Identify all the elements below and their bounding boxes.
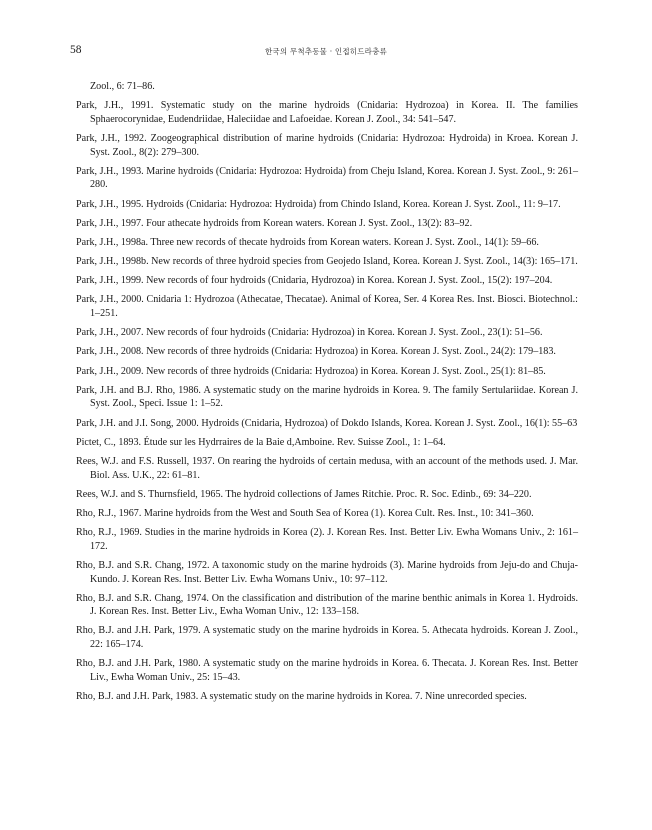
reference-entry: Rho, B.J. and S.R. Chang, 1974. On the classification and distribution of the marine benthic animals in Korea 1. Hydroids. J. Korean Res. Inst. Better Liv., Ewha Woman Univ., 12: 133–158. [76,592,578,618]
reference-entry: Rees, W.J. and F.S. Russell, 1937. On rearing the hydroids of certain medusa, with an account of the methods used. J. Mar. Biol. Ass. U.K., 22: 61–81. [76,455,578,481]
reference-entry: Park, J.H., 2007. New records of four hydroids (Cnidaria: Hydrozoa) in Korea. Korean J. Syst. Zool., 23(1): 51–56. [76,327,543,339]
reference-entry: Park, J.H., 1993. Marine hydroids (Cnidaria: Hydrozoa: Hydroida) from Cheju Island, Korea. Korean J. Syst. Zool., 9: 261–280. [76,165,578,191]
reference-entry: Park, J.H., 2009. New records of three hydroids (Cnidaria: Hydrozoa) in Korea. Korean J. Syst. Zool., 25(1): 81–85. [76,365,546,377]
reference-entry: Pictet, C., 1893. Étude sur les Hydrraires de la Baie d,Amboine. Rev. Suisse Zool., 1: 1–64. [76,436,446,448]
reference-entry: Park, J.H., 1998b. New records of three hydroid species from Geojedo Island, Korea. Korean J. Syst. Zool., 14(3): 165–171. [76,256,578,268]
reference-entry: Park, J.H., 1991. Systematic study on the marine hydroids (Cnidaria: Hydrozoa) in Korea. II. The families Sphaerocorynidae, Eudendriidae, Haleciidae and Lafoeidae. Korean J. Zool., 34: 541–547. [76,100,578,125]
reference-entry: Rho, R.J., 1969. Studies in the marine hydroids in Korea (2). J. Korean Res. Inst. Better Liv. Ewha Womans Univ., 2: 161–172. [76,527,578,552]
reference-list [76,80,578,709]
reference-entry: Park, J.H., 1995. Hydroids (Cnidaria: Hydrozoa: Hydroida) from Chindo Island, Korea. Korean J. Syst. Zool., 11: 9–17. [76,198,561,210]
reference-entry: Park, J.H. and J.I. Song, 2000. Hydroids (Cnidaria, Hydrozoa) of Dokdo Islands, Korea. Korean J. Syst. Zool., 16(1): 55–63 [76,417,578,429]
reference-entry: Rho, B.J. and J.H. Park, 1983. A systematic study on the marine hydroids in Korea. 7. Nine unrecorded species. [76,691,527,703]
reference-entry: Zool., 6: 71–86. [90,81,155,92]
reference-entry: Park, J.H., 2008. New records of three hydroids (Cnidaria: Hydrozoa) in Korea. Korean J. Syst. Zool., 24(2): 179–183. [76,346,556,358]
reference-entry: Rho, B.J. and J.H. Park, 1979. A systematic study on the marine hydroids in Korea. 5. Athecata hydroids. Korean J. Zool., 22: 165–174. [76,625,578,651]
running-head: 한국의 무척추동물 · 인접히드라충류 [264,47,387,56]
reference-entry: Park, J.H., 1997. Four athecate hydroids from Korean waters. Korean J. Syst. Zool., 13(2): 83–92. [76,217,473,229]
page-number: 58 [70,44,82,56]
reference-entry: Park, J.H., 1998a. Three new records of thecate hydroids from Korean waters. Korean J. Syst. Zool., 14(1): 59–66. [76,236,539,248]
reference-entry: Park, J.H. and B.J. Rho, 1986. A systematic study on the marine hydroids in Korea. 9. The family Sertulariidae. Korean J. Syst. Zool., Speci. Issue 1: 1–52. [76,384,578,410]
reference-entry: Park, J.H., 1992. Zoogeographical distribution of marine hydroids (Cnidaria: Hydrozoa: Hydroida) in Kroea. Korean J. Syst. Zool., 8(2): 279–300. [76,132,578,158]
reference-entry: Rees, W.J. and S. Thurnsfield, 1965. The hydroid collections of James Ritchie. Proc. R. Soc. Edinb., 69: 34–220. [76,488,532,500]
reference-entry: Rho, B.J. and S.R. Chang, 1972. A taxonomic study on the marine hydroids (3). Marine hydroids from Jeju-do and Chuja-Kundo. J. Korean Res. Inst. Better Liv. Ewha Womans Univ., 10: 97–112. [76,559,578,585]
reference-entry: Park, J.H., 2000. Cnidaria 1: Hydrozoa (Athecatae, Thecatae). Animal of Korea, Ser. 4 Korea Res. Inst. Biosci. Biotechnol.: 1–251. [76,294,578,320]
reference-entry: Park, J.H., 1999. New records of four hydroids (Cnidaria, Hydrozoa) in Korea. Korean J. Syst. Zool., 15(2): 197–204. [76,275,553,287]
reference-entry: Rho, R.J., 1967. Marine hydroids from the West and South Sea of Korea (1). Korea Cult. Res. Inst., 10: 341–360. [76,507,534,519]
reference-entry: Rho, B.J. and J.H. Park, 1980. A systematic study on the marine hydroids in Korea. 6. Thecata. J. Korean Res. Inst. Better Liv., Ewha Woman Univ., 25: 15–43. [76,658,578,683]
